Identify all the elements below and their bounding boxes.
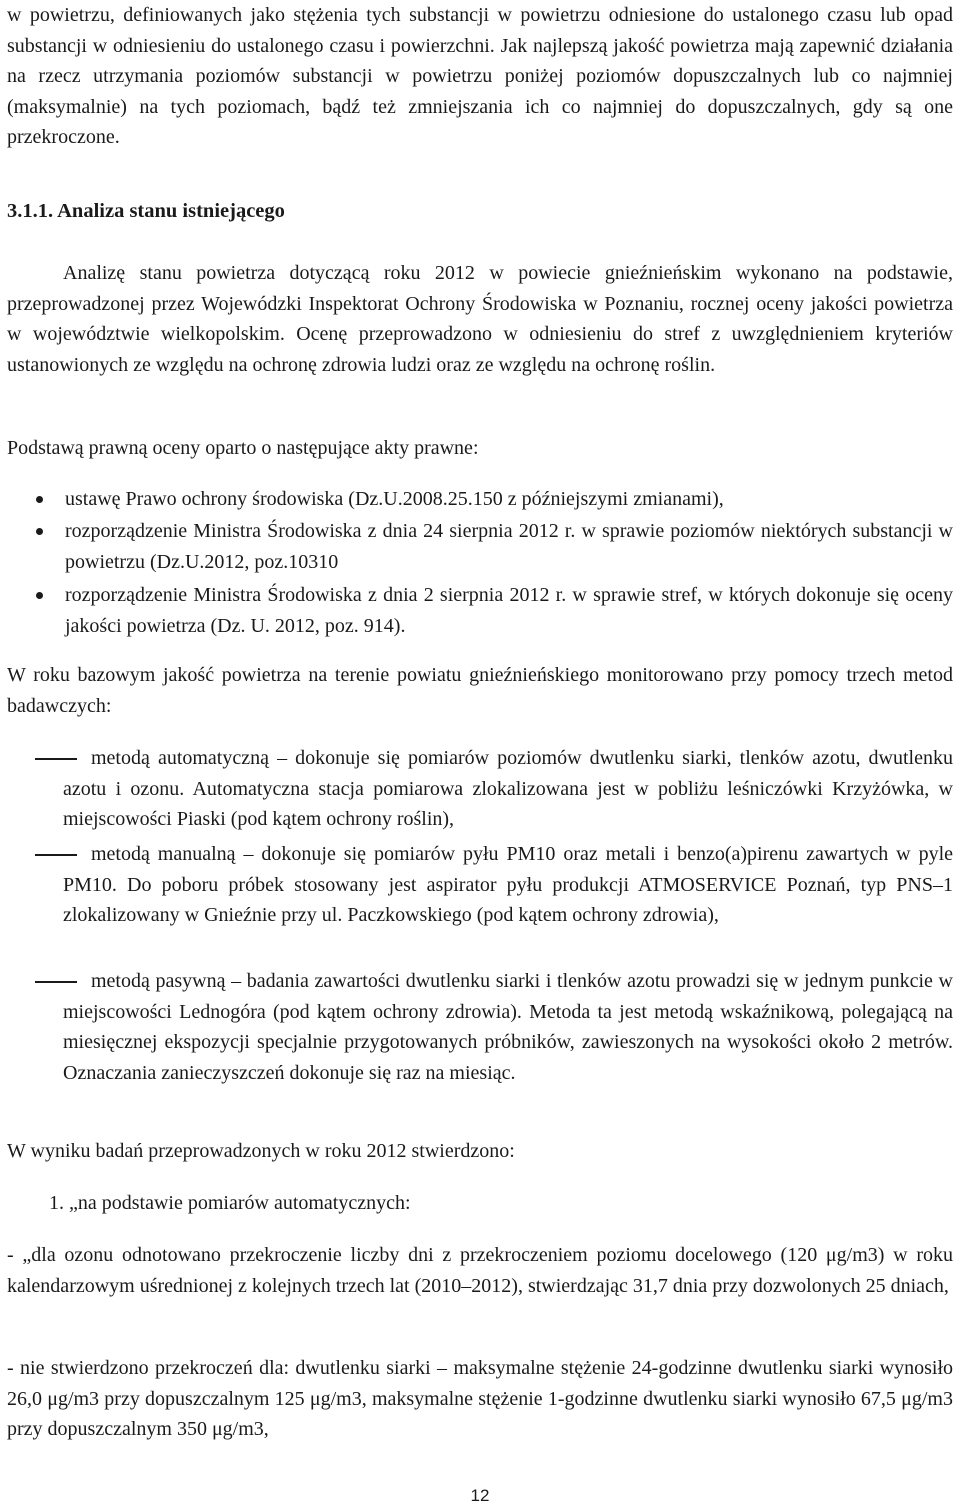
methods-intro: W roku bazowym jakość powietrza na terenie powiatu gnieźnieńskiego monitorowano przy pomocy trzech metod badawczych:: [7, 664, 953, 717]
legal-act-text: rozporządzenie Ministra Środowiska z dnia 2 sierpnia 2012 r. w sprawie stref, w których dokonuje się oceny jakości powietrza (Dz. U. 2012, poz. 914).: [65, 584, 953, 637]
dash-icon: [35, 758, 77, 760]
legal-act-text: rozporządzenie Ministra Środowiska z dnia 24 sierpnia 2012 r. w sprawie poziomów niektórych substancji w powietrzu (Dz.U.2012, poz.10310: [65, 520, 953, 573]
legal-basis-intro: Podstawą prawną oceny oparto o następujące akty prawne:: [7, 437, 479, 459]
results-item-1: 1. „na podstawie pomiarów automatycznych:: [49, 1192, 411, 1214]
method-item: [35, 743, 953, 835]
results-intro: W wyniku badań przeprowadzonych w roku 2012 stwierdzono:: [7, 1140, 515, 1162]
method-text: metodą pasywną – badania zawartości dwutlenku siarki i tlenków azotu prowadzi się w jednym punkcie w miejscowości Lednogóra (pod kątem ochrony zdrowia). Metoda ta jest metodą wskaźnikową, polegającą na miesięcznej ekspozycji specjalnie przygotowanych próbników, zawieszonych na wysokości około 2 metrów. Oznaczania zanieczyszczeń dokonuje się raz na miesiąc.: [63, 970, 953, 1084]
so2-paragraph: - nie stwierdzono przekroczeń dla: dwutlenku siarki – maksymalne stężenie 24-godzinne dwutlenku siarki wynosiło 26,0 μg/m3 przy dopuszczalnym 125 μg/m3, maksymalne stężenie 1-godzinne dwutlenku siarki wynosiło 67,5 μg/m3 przy dopuszczalnym 350 μg/m3,: [7, 1357, 953, 1440]
ozone-paragraph: - „dla ozonu odnotowano przekroczenie liczby dni z przekroczeniem poziomu docelowego (120 μg/m3) w roku kalendarzowym uśrednionej z kolejnych trzech lat (2010–2012), stwierdzając 31,7 dnia przy dozwolonych 25 dniach,: [7, 1244, 953, 1297]
bullet-icon: [36, 528, 43, 535]
bullet-icon: [36, 496, 43, 503]
legal-act-text: ustawę Prawo ochrony środowiska (Dz.U.2008.25.150 z późniejszymi zmianami),: [65, 488, 724, 510]
bullet-icon: [36, 592, 43, 599]
legal-act-item: [36, 516, 953, 577]
dash-icon: [35, 854, 77, 856]
intro-paragraph: w powietrzu, definiowanych jako stężenia tych substancji w powietrzu odniesione do ustalonego czasu lub opad substancji w odniesieniu do ustalonego czasu i powierzchni. Jak najlepszą jakość powietrza mają zapewnić działania na rzecz utrzymania poziomów substancji w powietrzu poniżej poziomów dopuszczalnych lub co najmniej (maksymalnie) na tych poziomach, bądź też zmniejszania ich co najmniej do dopuszczalnych, gdy są one przekroczone.: [7, 4, 953, 148]
method-item: [35, 966, 953, 1088]
method-item: [35, 839, 953, 931]
method-text: metodą automatyczną – dokonuje się pomiarów poziomów dwutlenku siarki, tlenków azotu, dwutlenku azotu i ozonu. Automatyczna stacja pomiarowa zlokalizowana jest w pobliżu leśniczówki Krzyżówka, w miejscowości Piaski (pod kątem ochrony roślin),: [63, 747, 953, 830]
method-text: metodą manualną – dokonuje się pomiarów pyłu PM10 oraz metali i benzo(a)pirenu zawartych w pyle PM10. Do poboru próbek stosowany jest aspirator pyłu produkcji ATMOSERVICE Poznań, typ PNS–1 zlokalizowany w Gnieźnie przy ul. Paczkowskiego (pod kątem ochrony zdrowia),: [63, 843, 953, 926]
section-heading: 3.1.1. Analiza stanu istniejącego: [7, 200, 285, 222]
legal-act-item: [36, 484, 953, 515]
analysis-paragraph: Analizę stanu powietrza dotyczącą roku 2012 w powiecie gnieźnieńskim wykonano na podstawie, przeprowadzonej przez Wojewódzki Inspektorat Ochrony Środowiska w Poznaniu, rocznej oceny jakości powietrza w województwie wielkopolskim. Ocenę przeprowadzono w odniesieniu do stref z uwzględnieniem kryteriów ustanowionych ze względu na ochronę zdrowia ludzi oraz ze względu na ochronę roślin.: [7, 262, 953, 376]
legal-act-item: [36, 580, 953, 641]
dash-icon: [35, 981, 77, 983]
page-number: 12: [470, 1486, 490, 1505]
